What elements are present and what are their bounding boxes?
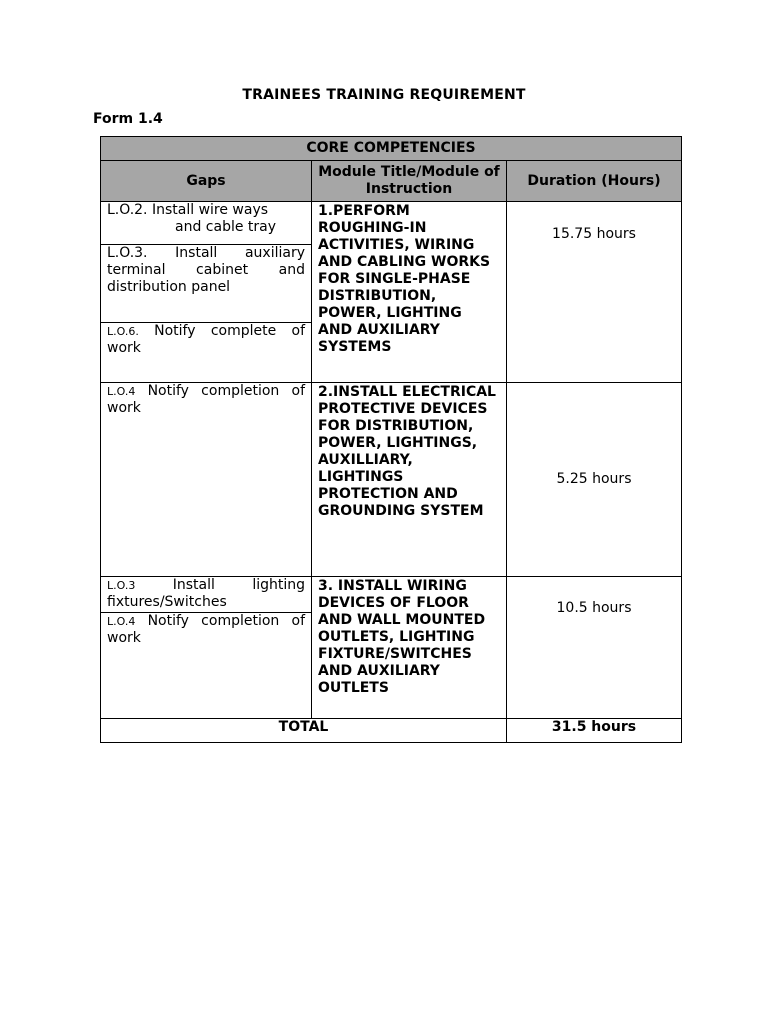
total-value: 31.5 hours	[507, 719, 682, 743]
gap-item	[101, 383, 311, 419]
form-label: Form 1.4	[93, 111, 163, 127]
total-label: TOTAL	[101, 719, 507, 743]
gap-prefix: L.O.3.	[107, 245, 148, 261]
gaps-cell	[101, 577, 312, 719]
duration-cell: 10.5 hours	[507, 577, 682, 719]
module-title-cell: 3. INSTALL WIRING DEVICES OF FLOOR AND WALL MOUNTED OUTLETS, LIGHTING FIXTURE/SWITCHES AND AUXILIARY OUTLETS	[312, 577, 507, 719]
document-title: TRAINEES TRAINING REQUIREMENT	[242, 87, 526, 103]
module-title-cell: 1.PERFORM ROUGHING-IN ACTIVITIES, WIRING AND CABLING WORKS FOR SINGLE-PHASE DISTRIBUTION, POWER, LIGHTING AND AUXILIARY SYSTEMS	[312, 202, 507, 383]
total-row	[101, 719, 682, 743]
gap-text: Install lighting fixtures/Switches	[107, 577, 305, 610]
duration-column-header: Duration (Hours)	[507, 161, 682, 202]
gap-item	[101, 577, 311, 612]
duration-cell: 15.75 hours	[507, 202, 682, 383]
gap-prefix: L.O.6.	[107, 325, 139, 338]
gap-prefix: L.O.4	[107, 615, 136, 628]
table-row	[101, 202, 682, 383]
table-row	[101, 577, 682, 719]
core-competencies-header: CORE COMPETENCIES	[101, 137, 682, 161]
gap-text: Install auxiliary terminal cabinet and distribution panel	[107, 245, 305, 295]
training-requirement-table	[100, 136, 682, 743]
table-row	[101, 383, 682, 577]
gap-item	[101, 322, 311, 359]
gap-item	[101, 202, 311, 244]
gap-text: Install wire ways	[151, 202, 269, 218]
gap-text: Notify complete of work	[107, 323, 305, 356]
module-title-cell: 2.INSTALL ELECTRICAL PROTECTIVE DEVICES FOR DISTRIBUTION, POWER, LIGHTINGS, AUXILLIARY, LIGHTINGS PROTECTION AND GROUNDING SYSTEM	[312, 383, 507, 577]
gap-text: Notify completion of work	[107, 383, 306, 416]
duration-cell: 5.25 hours	[507, 383, 682, 577]
gaps-cell	[101, 202, 312, 383]
gap-text-continued: and cable tray	[175, 219, 277, 235]
gap-prefix: L.O.4	[107, 385, 136, 398]
gaps-cell	[101, 383, 312, 577]
gap-prefix: L.O.2.	[107, 202, 148, 218]
gaps-column-header: Gaps	[101, 161, 312, 202]
gap-item	[101, 612, 311, 649]
column-header-row	[101, 161, 682, 202]
gap-item	[101, 244, 311, 322]
gap-text: Notify completion of work	[107, 613, 306, 646]
section-header-row	[101, 137, 682, 161]
gap-prefix: L.O.3	[107, 579, 136, 592]
module-column-header: Module Title/Module of Instruction	[312, 161, 507, 202]
